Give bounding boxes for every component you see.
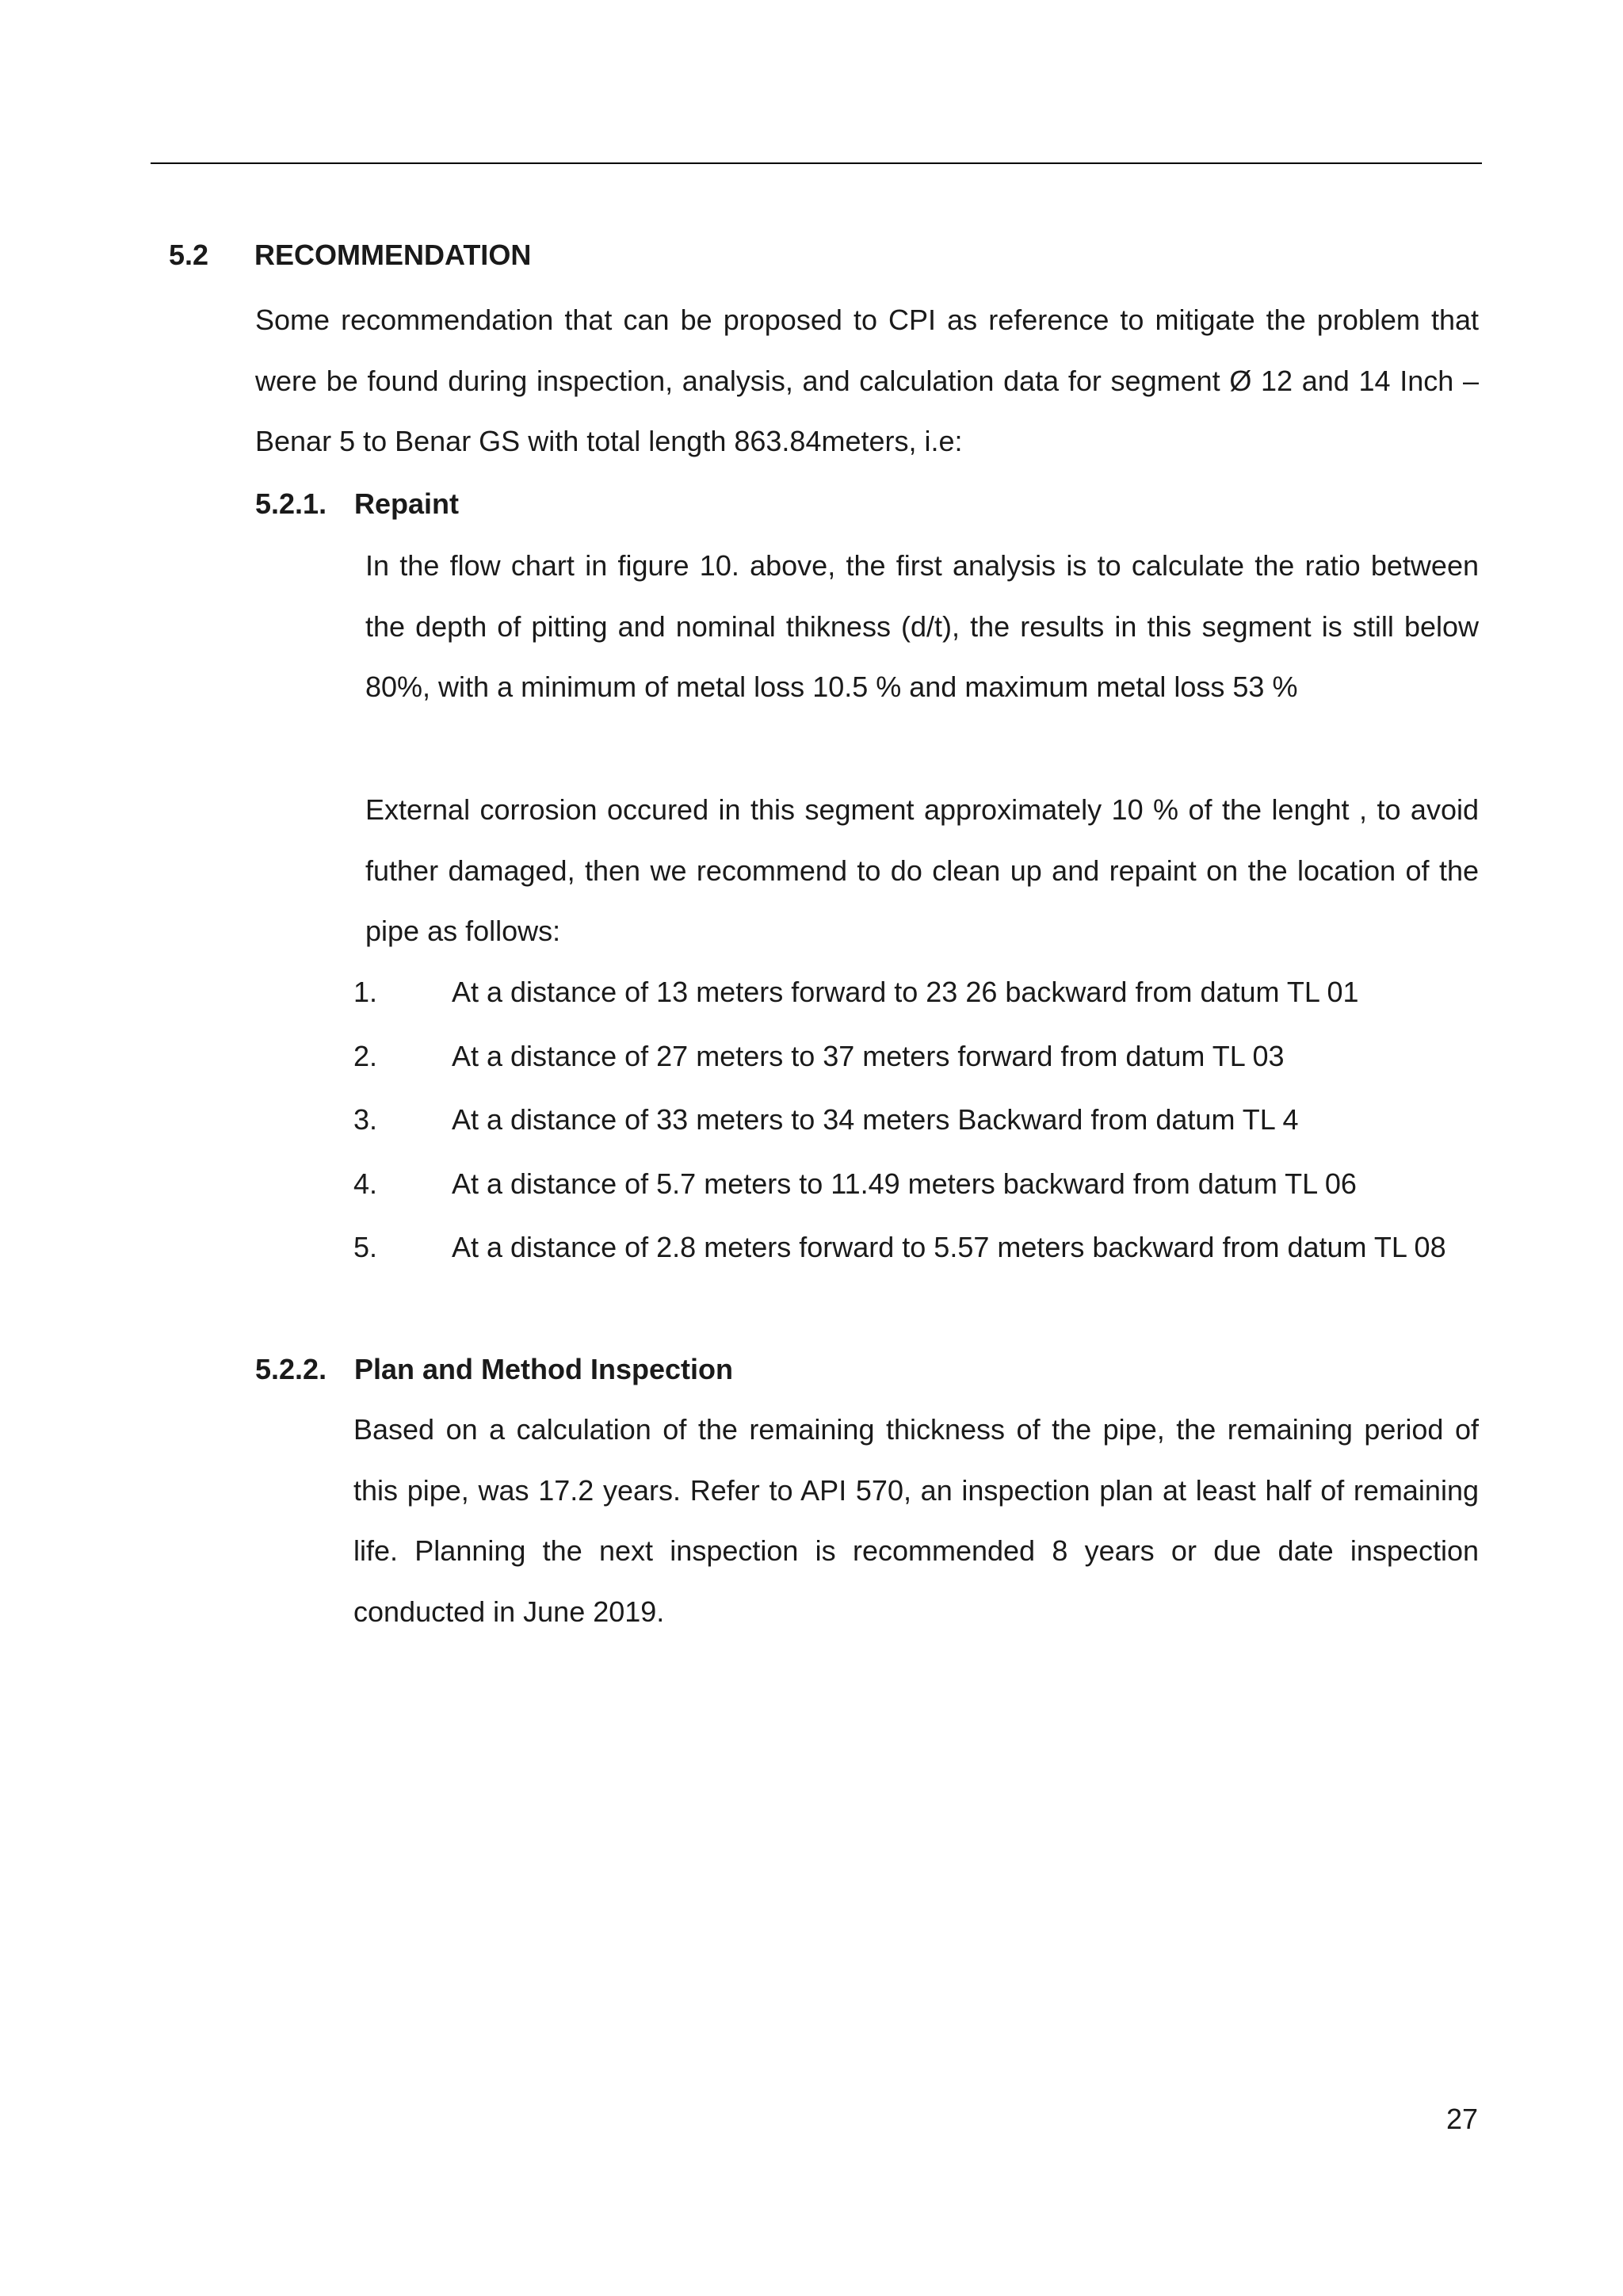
header-rule <box>151 162 1482 164</box>
list-item <box>353 1217 1479 1278</box>
subsection-title: Plan and Method Inspection <box>354 1353 734 1385</box>
list-marker: 4. <box>353 1167 378 1200</box>
section-heading <box>169 235 531 276</box>
list-item-text: At a distance of 5.7 meters to 11.49 meters backward from datum TL 06 <box>452 1167 1357 1200</box>
subsection-title: Repaint <box>354 487 460 520</box>
subsection-number: 5.2.2. <box>255 1353 327 1385</box>
repaint-paragraph-2: External corrosion occured in this segment approximately 10 % of the lenght , to avoid futher damaged, then we recommend to do clean up and repaint on the location of the pipe as follows: <box>365 793 1479 947</box>
subsection-number: 5.2.1. <box>255 487 327 520</box>
list-item <box>353 1090 1479 1151</box>
list-item-text: At a distance of 13 meters forward to 23 26 backward from datum TL 01 <box>452 976 1359 1008</box>
subsection-heading-repaint <box>255 483 459 525</box>
section-number: 5.2 <box>169 239 209 271</box>
subsection-heading-plan <box>255 1349 733 1390</box>
list-item <box>353 1154 1479 1215</box>
plan-paragraph: Based on a calculation of the remaining thickness of the pipe, the remaining period of this pipe, was 17.2 years. Refer to API 570, an inspection plan at least half of remaining life. Planning the next inspection is recommended 8 years or due date inspection conducted in June 2019. <box>353 1413 1479 1628</box>
section-intro-paragraph: Some recommendation that can be proposed to CPI as reference to mitigate the problem that were be found during inspection, analysis, and calculation data for segment Ø 12 and 14 Inch – Benar 5 to Benar GS with total length 863.84meters, i.e: <box>255 304 1479 457</box>
list-marker: 2. <box>353 1039 378 1072</box>
list-item-text: At a distance of 27 meters to 37 meters forward from datum TL 03 <box>452 1039 1285 1072</box>
list-item <box>353 1026 1479 1087</box>
list-marker: 5. <box>353 1231 378 1263</box>
page-number: 27 <box>1445 2103 1478 2135</box>
list-item <box>353 962 1479 1023</box>
list-marker: 3. <box>353 1103 378 1136</box>
repaint-location-list <box>353 962 1479 1282</box>
section-title: RECOMMENDATION <box>254 239 532 271</box>
list-item-text: At a distance of 2.8 meters forward to 5.57 meters backward from datum TL 08 <box>452 1231 1446 1263</box>
list-marker: 1. <box>353 976 378 1008</box>
repaint-paragraph-1: In the flow chart in figure 10. above, the first analysis is to calculate the ratio between the depth of pitting and nominal thikness (d/t), the results in this segment is still below 80%, with a minimum of metal loss 10.5 % and maximum metal loss 53 % <box>365 549 1479 703</box>
list-item-text: At a distance of 33 meters to 34 meters Backward from datum TL 4 <box>452 1103 1299 1136</box>
